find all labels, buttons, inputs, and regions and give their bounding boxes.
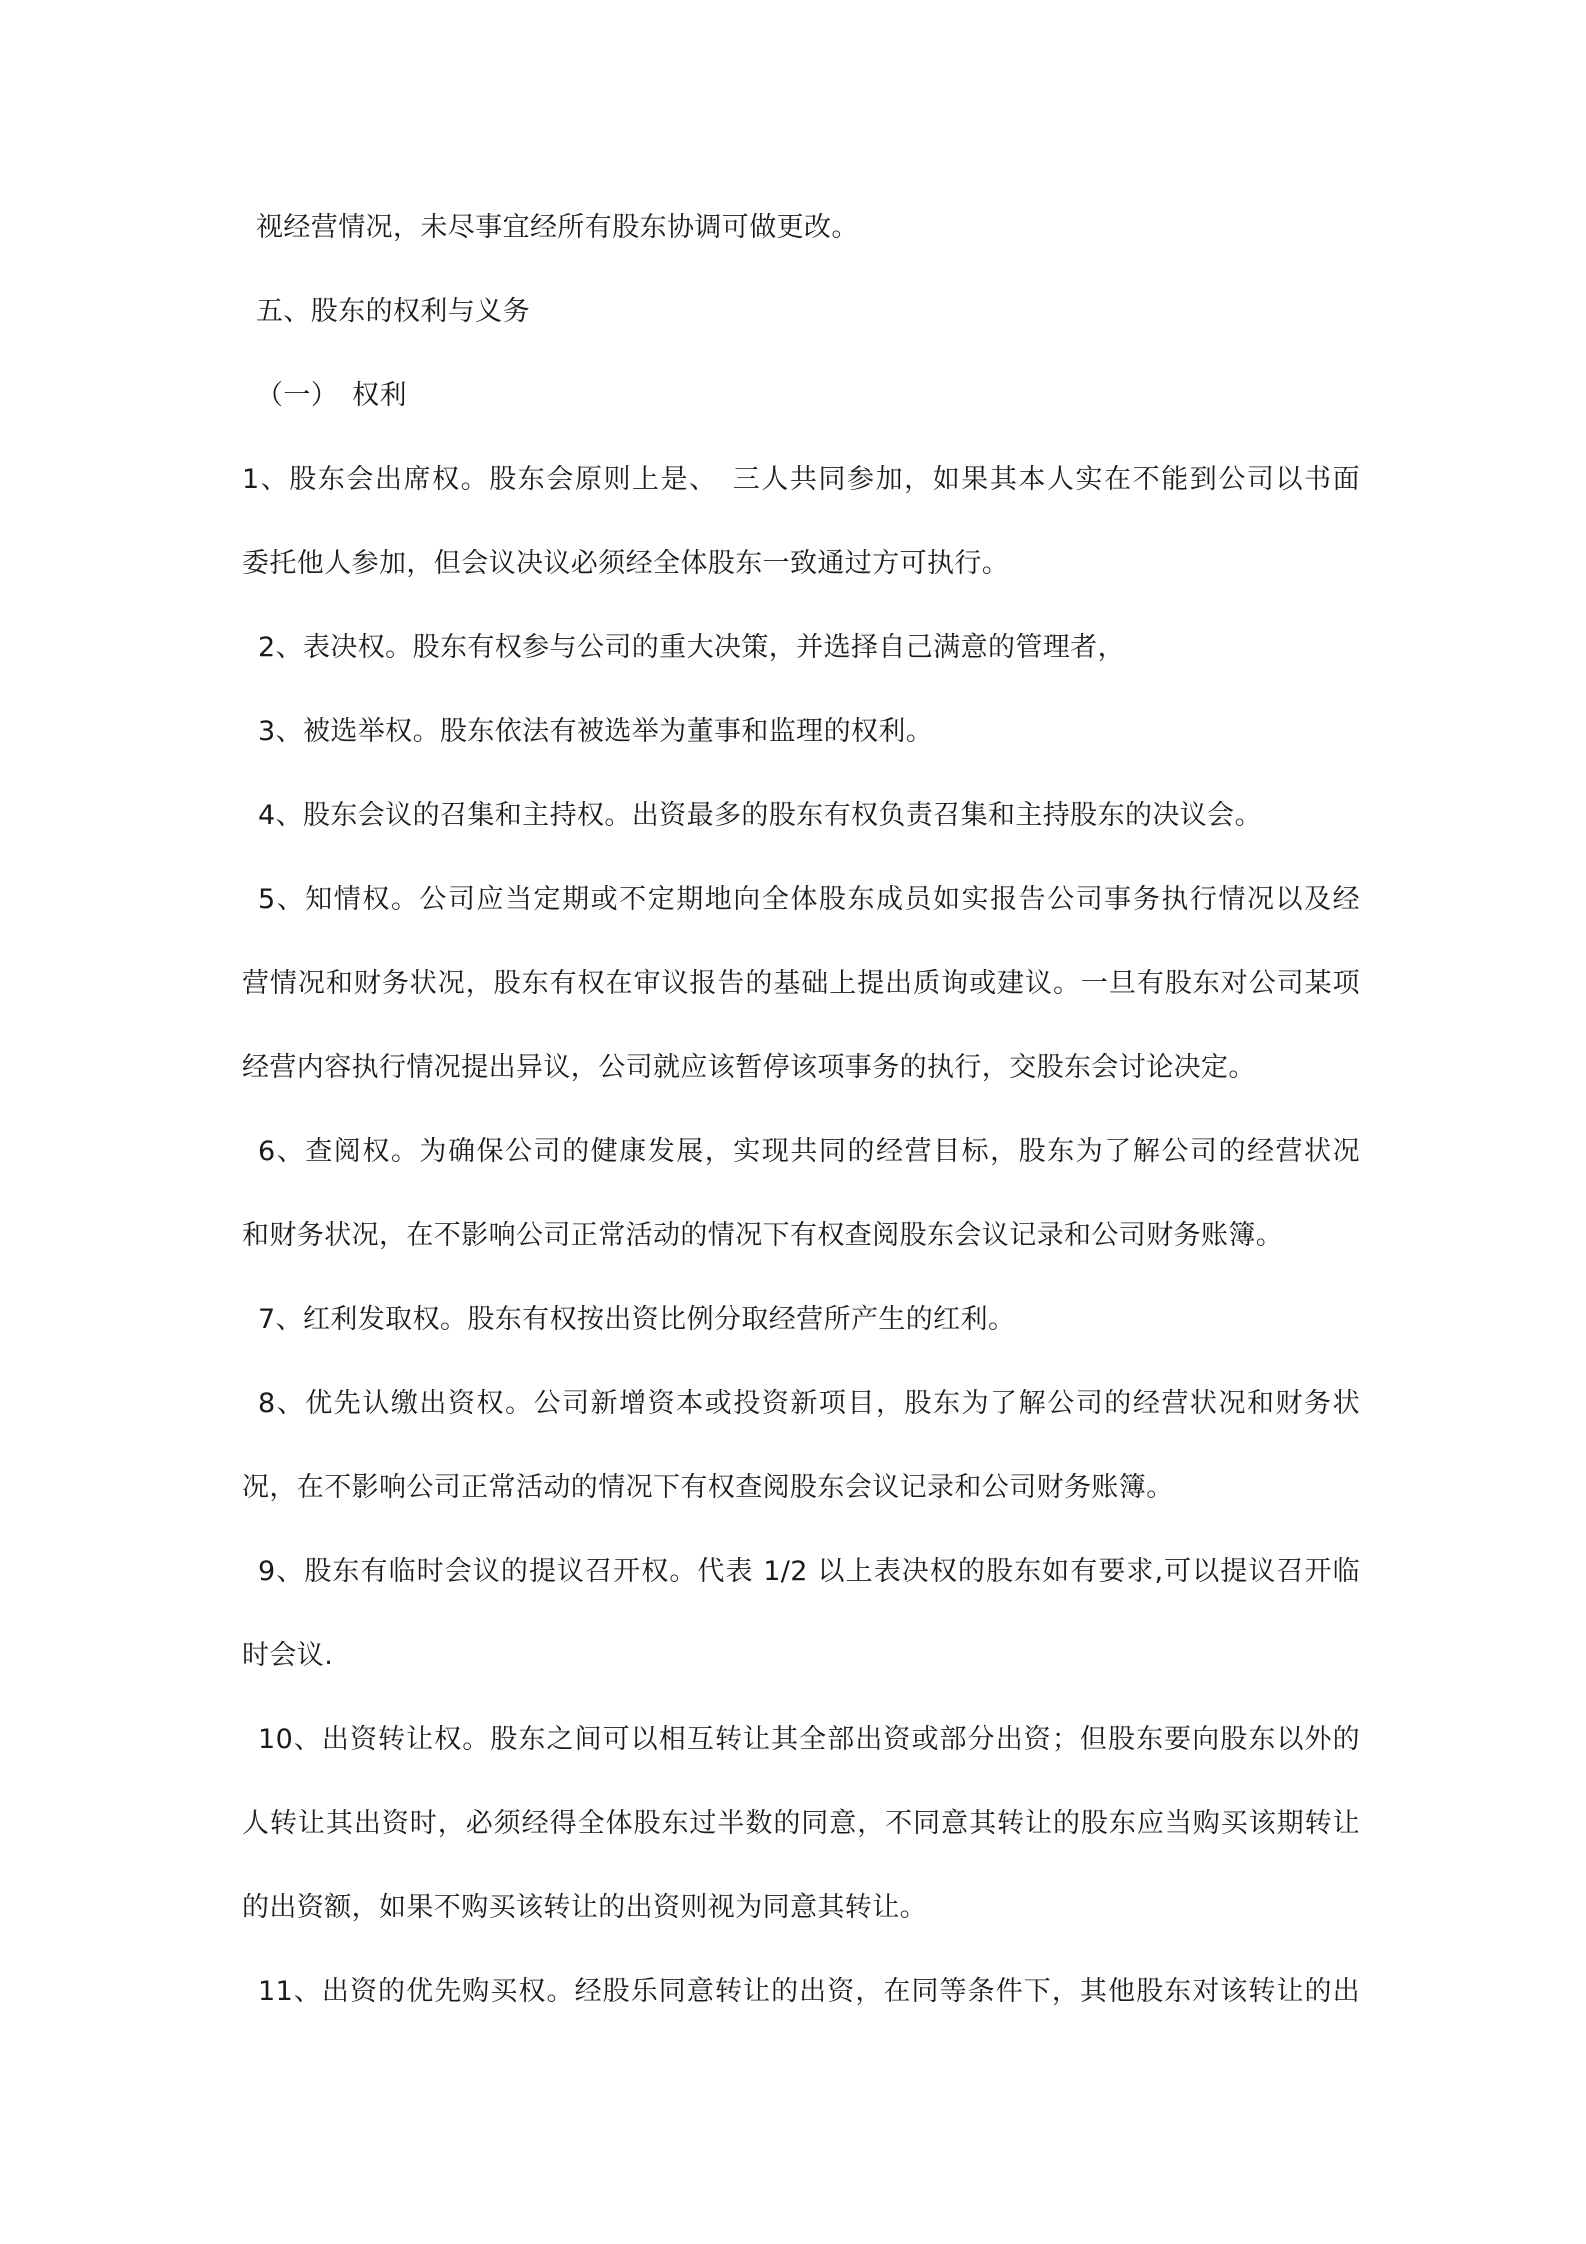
item-10-line-1: 10、出资转让权。股东之间可以相互转让其全部出资或部分出资；但股东要向股东以外的: [258, 1724, 1360, 1755]
item-7: 7、红利发取权。股东有权按出资比例分取经营所产生的红利。: [258, 1304, 1016, 1335]
text-line-continuation: 视经营情况，未尽事宜经所有股东协调可做更改。: [256, 212, 859, 243]
item-1-line-2: 委托他人参加，但会议决议必须经全体股东一致通过方可执行。: [242, 548, 1010, 579]
subsection-heading-rights: （一） 权利: [256, 380, 407, 411]
item-10-line-3: 的出资额，如果不购买该转让的出资则视为同意其转让。: [242, 1892, 927, 1923]
item-5-line-2: 营情况和财务状况，股东有权在审议报告的基础上提出质询或建议。一旦有股东对公司某项: [242, 968, 1360, 999]
item-9-line-1: 9、股东有临时会议的提议召开权。代表 1/2 以上表决权的股东如有要求,可以提议召开临: [258, 1556, 1360, 1587]
item-11-line-1: 11、出资的优先购买权。经股乐同意转让的出资，在同等条件下，其他股东对该转让的出: [258, 1976, 1360, 2007]
item-10-line-2: 人转让其出资时，必须经得全体股东过半数的同意，不同意其转让的股东应当购买该期转让: [242, 1808, 1360, 1839]
item-6-line-1: 6、查阅权。为确保公司的健康发展，实现共同的经营目标，股东为了解公司的经营状况: [258, 1136, 1360, 1167]
item-5-line-3: 经营内容执行情况提出异议，公司就应该暂停该项事务的执行，交股东会讨论决定。: [242, 1052, 1256, 1083]
item-8-line-1: 8、优先认缴出资权。公司新增资本或投资新项目，股东为了解公司的经营状况和财务状: [258, 1388, 1360, 1419]
item-9-line-2: 时会议.: [242, 1640, 334, 1671]
item-8-line-2: 况，在不影响公司正常活动的情况下有权查阅股东会议记录和公司财务账簿。: [242, 1472, 1174, 1503]
item-4: 4、股东会议的召集和主持权。出资最多的股东有权负责召集和主持股东的决议会。: [258, 800, 1262, 831]
item-6-line-2: 和财务状况，在不影响公司正常活动的情况下有权查阅股东会议记录和公司财务账簿。: [242, 1220, 1284, 1251]
section-heading-shareholder-rights: 五、股东的权利与义务: [256, 296, 530, 327]
item-5-line-1: 5、知情权。公司应当定期或不定期地向全体股东成员如实报告公司事务执行情况以及经: [258, 884, 1360, 915]
item-1-line-1: 1、股东会出席权。股东会原则上是、 三人共同参加，如果其本人实在不能到公司以书面: [242, 464, 1360, 495]
item-2: 2、表决权。股东有权参与公司的重大决策，并选择自己满意的管理者，: [258, 632, 1125, 663]
item-3: 3、被选举权。股东依法有被选举为董事和监理的权利。: [258, 716, 934, 747]
